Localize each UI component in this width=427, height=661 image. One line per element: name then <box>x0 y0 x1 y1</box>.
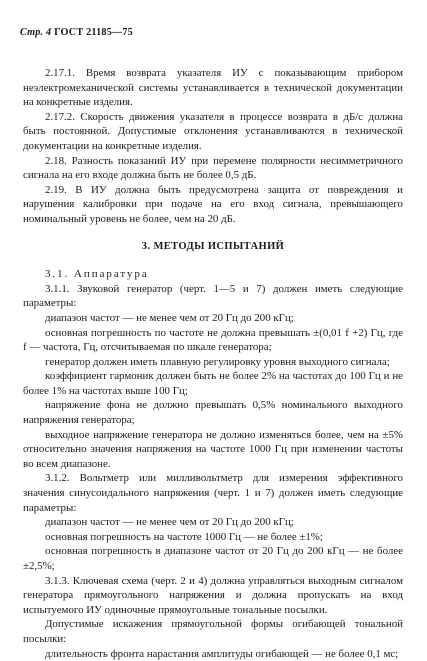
list-item: основная погрешность на частоте 1000 Гц — не более ±1%; <box>45 530 323 543</box>
item-3-1-1: 3.1.1. Звуковой генератор (черт. 1—5 и 7) должен иметь следующие параметры: <box>23 282 403 310</box>
list-item: диапазон частот — не менее чем от 20 Гц до 200 кГц; <box>45 516 294 529</box>
subsection-title <box>23 267 403 282</box>
paragraph-2-19: 2.19. В ИУ должна быть предусмотрена защита от повреждения и нарушения калибровки при подаче на его вход сигнала, превышающего номинальный уровень не более, чем на 20 дБ. <box>23 183 403 225</box>
list-item: диапазон частот — не менее чем от 20 Гц до 200 кГц; <box>45 311 294 324</box>
paragraph-2-18: 2.18. Разность показаний ИУ при перемене полярности несимметричного сигнала на его входе должна быть не более 0,5 дБ. <box>23 154 403 182</box>
list-item: длительность фронта нарастания амплитуды огибающей — не более 0,1 мс; <box>45 647 399 660</box>
list-item: основная погрешность по частоте не должна превышать ±(0,01 f +2) Гц, где f — частота, Гц, отсчитываемая по шкале генератора; <box>23 326 403 354</box>
document-body <box>23 66 403 661</box>
item-3-1-3: 3.1.3. Ключевая схема (черт. 2 и 4) должна управляться выходным сигналом генератора прямоугольного напряжения и должна пропускать на вход испытуемого ИУ одиночные прямоугольные тональные посылки. <box>23 574 403 616</box>
standard-number: ГОСТ 21185—75 <box>54 27 133 38</box>
list-item: Допустимые искажения прямоугольной формы огибающей тональной посылки: <box>23 618 403 645</box>
paragraph-2-17-2: 2.17.2. Скорость движения указателя в процессе возврата в дБ/с должна быть постоянной. Допустимые отклонения устанавливаются в технической документации на конкретные изделия. <box>23 110 403 152</box>
list-item: основная погрешность в диапазоне частот от 20 Гц до 200 кГц — не более ±2,5%; <box>23 545 403 572</box>
item-3-1-2: 3.1.2. Вольтметр или милливольтметр для измерения эффективного значения синусоидального напряжения (черт. 1 и 7) должен иметь следующие параметры: <box>23 472 403 514</box>
subsection-title-text: 3.1. Аппаратура <box>45 268 149 281</box>
list-item: напряжение фона не должно превышать 0,5% номинального выходного напряжения генератора; <box>23 399 403 427</box>
page-number: Стр. 4 <box>20 27 52 38</box>
list-item: генератор должен иметь плавную регулировку уровня выходного сигнала; <box>45 355 390 368</box>
paragraph-2-17-1: 2.17.1. Время возврата указателя ИУ с показывающим прибором неэлектромеханической системы устанавливается в технической документации на конкретные изделия. <box>23 67 403 109</box>
section-title: 3. МЕТОДЫ ИСПЫТАНИЙ <box>141 240 285 252</box>
page-header <box>20 27 133 38</box>
list-item: выходное напряжение генератора не должно изменяться более, чем на ±5% относительно значения напряжения на частоте 1000 Гц при изменении частоты во всем диапазоне. <box>23 428 403 470</box>
list-item: коэффициент гармоник должен быть не более 2% на частотах до 100 Гц и не более 1% на частотах выше 100 Гц; <box>23 370 403 397</box>
